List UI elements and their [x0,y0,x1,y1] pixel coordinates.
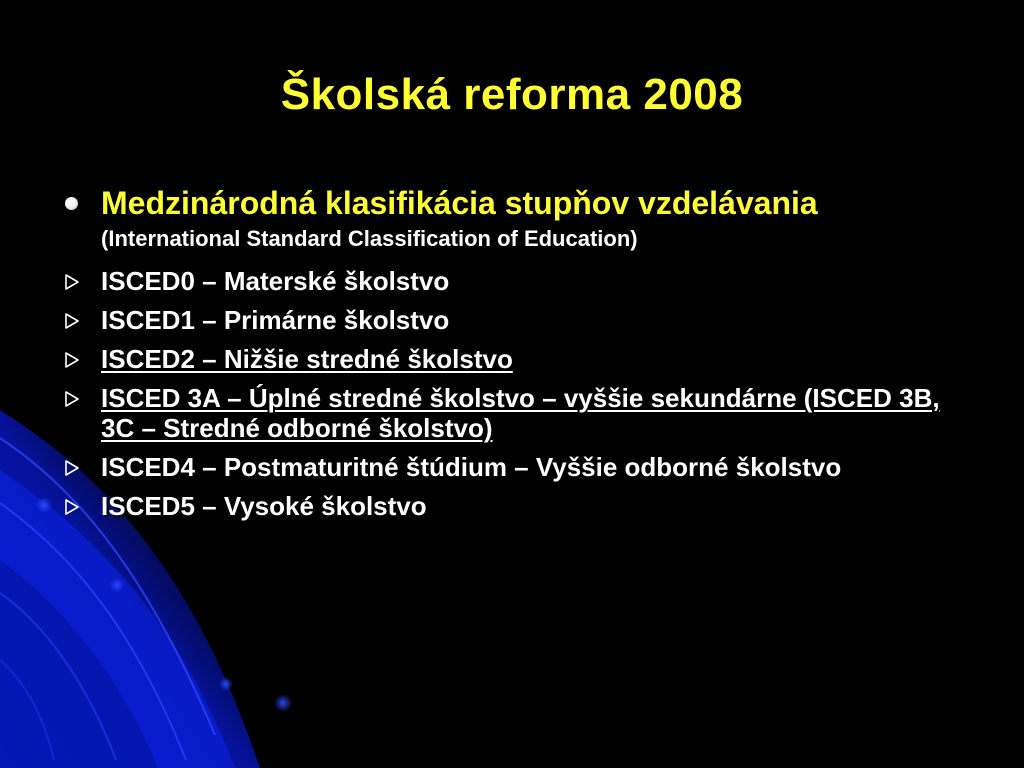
list-item-text: ISCED0 – Materské školstvo [101,266,450,296]
arrow-bullet-icon [64,267,82,295]
list-item [60,383,960,443]
list-item [60,266,960,296]
intro-note: (International Standard Classification of Education) [101,226,638,251]
list-item-text: ISCED4 – Postmaturitné štúdium – Vyššie odborné školstvo [101,452,842,482]
list-item [60,452,960,482]
arrow-bullet-icon [64,306,82,334]
arrow-bullet-icon [64,384,82,412]
list-item-text: ISCED1 – Primárne školstvo [101,305,450,335]
list-item [60,491,960,521]
slide-content [60,185,960,530]
list-item [60,344,960,374]
list-item-text: ISCED5 – Vysoké školstvo [101,491,427,521]
list-item-text: ISCED 3A – Úplné stredné školstvo – vyššie sekundárne (ISCED 3B, 3C – Stredné odborné školstvo) [101,383,940,443]
intro-list-item [60,185,960,254]
list-item [60,305,960,335]
arrow-bullet-icon [64,345,82,373]
arrow-bullet-icon [64,453,82,481]
slide-title: Školská reforma 2008 [280,70,744,119]
list-item-text: ISCED2 – Nižšie stredné školstvo [101,344,513,374]
arrow-bullet-icon [64,492,82,520]
round-bullet-icon [65,197,78,210]
intro-heading: Medzinárodná klasifikácia stupňov vzdelávania [101,185,818,221]
